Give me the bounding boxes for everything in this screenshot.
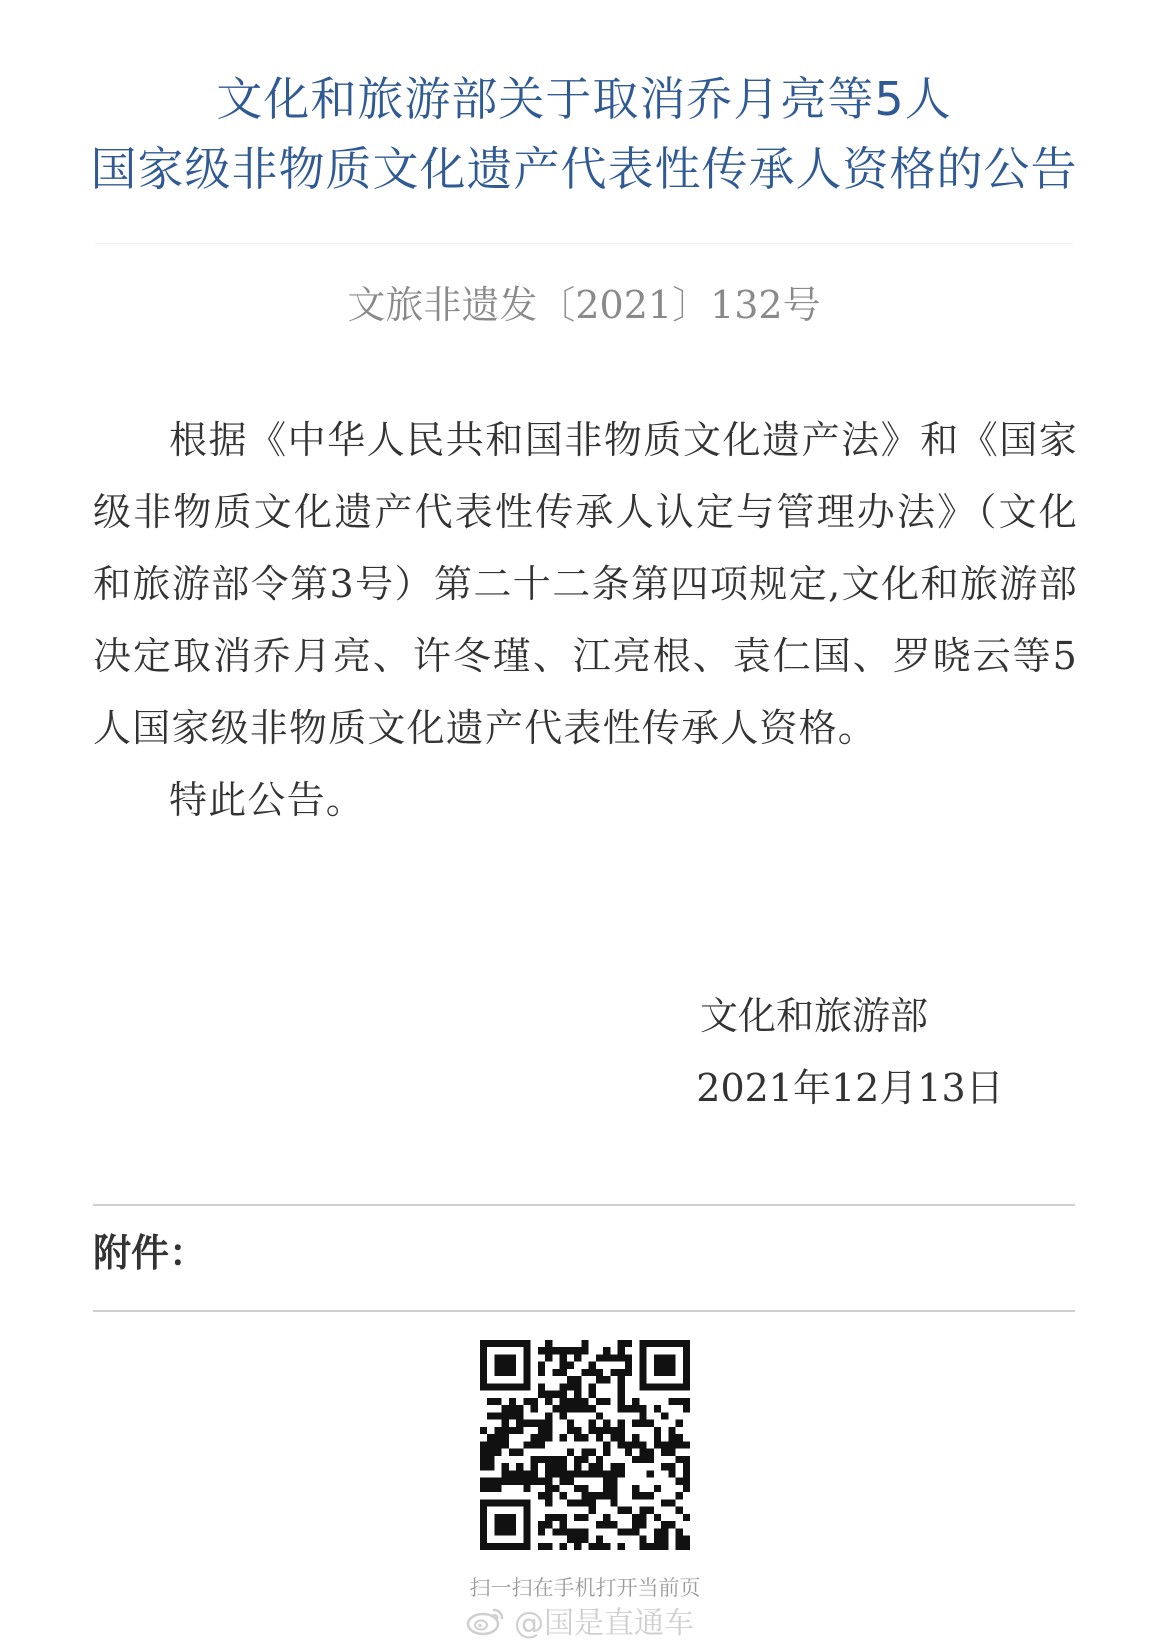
announcement-title <box>88 64 1080 204</box>
attachment-divider-bottom <box>93 1310 1075 1312</box>
title-line-2: 国家级非物质文化遗产代表性传承人资格的公告 <box>90 142 1078 196</box>
body-paragraph-2: 特此公告。 <box>169 778 366 822</box>
attachment-label: 附件： <box>93 1231 208 1275</box>
issuer-signature: 文化和旅游部 <box>700 994 929 1038</box>
body-paragraph-1: 根据《中华人民共和国非物质文化遗产法》和《国家级非物质文化遗产代表性传承人认定与管理办法》（文化和旅游部令第3号）第二十二条第四项规定,文化和旅游部决定取消乔月亮、许冬瑾、江亮根、袁仁国、罗晓云等5人国家级非物质文化遗产代表性传承人资格。 <box>93 418 1078 750</box>
title-divider <box>95 243 1073 244</box>
document-number: 文旅非遗发〔2021〕132号 <box>347 283 821 327</box>
qr-code-icon <box>480 1340 690 1550</box>
announcement-body <box>93 404 1078 836</box>
attachment-divider-top <box>93 1204 1075 1206</box>
title-line-1: 文化和旅游部关于取消乔月亮等5人 <box>216 72 952 126</box>
watermark-text: @国是直通车 <box>514 1606 694 1641</box>
weibo-icon <box>466 1604 506 1636</box>
issue-date: 2021年12月13日 <box>696 1066 1004 1110</box>
watermark <box>466 1600 694 1640</box>
qr-caption: 扫一扫在手机打开当前页 <box>469 1576 701 1600</box>
